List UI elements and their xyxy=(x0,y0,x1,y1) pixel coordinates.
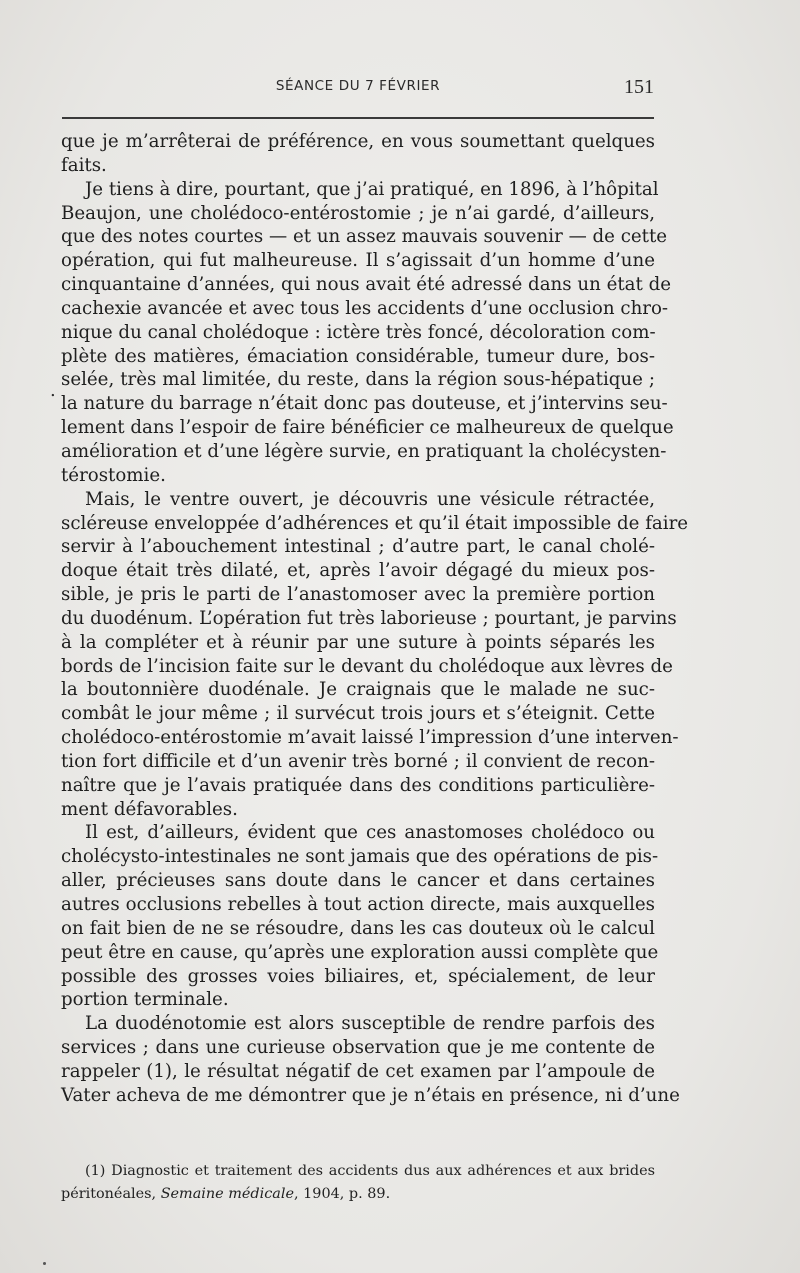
text-line: nique du canal cholédoque : ictère très foncé, décoloration com- xyxy=(61,321,656,343)
text-line: servir à l’abouchement intestinal ; d’autre part, le canal cholé- xyxy=(61,536,655,558)
text-line: peut être en cause, qu’après une exploration aussi complète que xyxy=(61,941,659,963)
page-header xyxy=(62,76,654,100)
text-line: faits. xyxy=(61,154,107,176)
text-line: possible des grosses voies biliaires, et, spécialement, de leur xyxy=(61,965,655,987)
text-line: cinquantaine d’années, qui nous avait été adressé dans un état de xyxy=(61,274,671,296)
footnote-journal-title: Semaine médicale xyxy=(160,1186,294,1202)
text-line: portion terminale. xyxy=(61,989,229,1011)
text-line: Je tiens à dire, pourtant, que j’ai pratiqué, en 1896, à l’hôpital xyxy=(85,178,659,200)
footnote xyxy=(61,1160,655,1206)
text-line: opération, qui fut malheureuse. Il s’agissait d’un homme d’une xyxy=(61,250,655,272)
text-line: que des notes courtes — et un assez mauvais souvenir — de cette xyxy=(61,226,668,248)
running-head: SÉANCE DU 7 FÉVRIER xyxy=(275,78,441,94)
text-line: combât le jour même ; il survécut trois jours et s’éteignit. Cette xyxy=(61,703,655,725)
text-line: amélioration et d’une légère survie, en pratiquant la cholécysten- xyxy=(61,440,667,462)
footnote-text: , 1904, p. 89. xyxy=(293,1186,391,1202)
text-line: on fait bien de ne se résoudre, dans les cas douteux où le calcul xyxy=(61,917,655,939)
text-line: Beaujon, une cholédoco-entérostomie ; je n’ai gardé, d’ailleurs, xyxy=(61,202,655,224)
footnote-text: péritonéales, xyxy=(61,1186,161,1202)
text-line: scléreuse enveloppée d’adhérences et qu’il était impossible de faire xyxy=(61,512,689,534)
text-line: du duodénum. L’opération fut très laborieuse ; pourtant, je parvins xyxy=(61,607,677,629)
header-rule xyxy=(62,117,654,119)
text-line: Il est, d’ailleurs, évident que ces anastomoses cholédoco ou xyxy=(85,822,655,844)
text-line: Vater acheva de me démontrer que je n’étais en présence, ni d’une xyxy=(61,1084,680,1106)
body-text xyxy=(61,130,689,1108)
text-line: cholécysto-intestinales ne sont jamais que des opérations de pis- xyxy=(61,846,659,868)
text-line: la nature du barrage n’était donc pas douteuse, et j’intervins seu- xyxy=(61,393,668,415)
text-line: sible, je pris le parti de l’anastomoser avec la première portion xyxy=(61,584,655,606)
footnote-line: (1) Diagnostic et traitement des accidents dus aux adhérences et aux brides xyxy=(85,1163,655,1179)
text-line: à la compléter et à réunir par une suture à points séparés les xyxy=(61,631,655,653)
text-line: lement dans l’espoir de faire bénéficier ce malheureux de quelque xyxy=(61,417,674,439)
margin-mark: . xyxy=(50,380,56,401)
text-line: rappeler (1), le résultat négatif de cet examen par l’ampoule de xyxy=(61,1060,655,1082)
text-line: tion fort difficile et d’un avenir très borné ; il convient de recon- xyxy=(61,750,655,772)
page-number: 151 xyxy=(624,76,654,98)
text-line: aller, précieuses sans doute dans le cancer et dans certaines xyxy=(61,870,655,892)
footnote-line xyxy=(61,1183,655,1206)
text-line: térostomie. xyxy=(61,464,166,486)
text-line: plète des matières, émaciation considérable, tumeur dure, bos- xyxy=(61,345,655,367)
print-speck xyxy=(43,1262,46,1265)
text-line: doque était très dilaté, et, après l’avoir dégagé du mieux pos- xyxy=(61,560,655,582)
text-line: ment défavorables. xyxy=(61,798,238,820)
text-line: bords de l’incision faite sur le devant du cholédoque aux lèvres de xyxy=(61,655,673,677)
text-line: selée, très mal limitée, du reste, dans la région sous-hépatique ; xyxy=(61,369,655,391)
text-line: cholédoco-entérostomie m’avait laissé l’impression d’une interven- xyxy=(61,727,679,749)
text-line: cachexie avancée et avec tous les accidents d’une occlusion chro- xyxy=(61,297,669,319)
text-line: la boutonnière duodénale. Je craignais que le malade ne suc- xyxy=(61,679,655,701)
text-line: La duodénotomie est alors susceptible de rendre parfois des xyxy=(85,1013,655,1035)
text-line: naître que je l’avais pratiquée dans des conditions particulière- xyxy=(61,774,655,796)
text-line: Mais, le ventre ouvert, je découvris une vésicule rétractée, xyxy=(85,488,655,510)
text-line: que je m’arrêterai de préférence, en vous soumettant quelques xyxy=(61,131,655,152)
text-line: autres occlusions rebelles à tout action directe, mais auxquelles xyxy=(61,894,655,915)
text-line: services ; dans une curieuse observation que je me contente de xyxy=(61,1037,655,1059)
